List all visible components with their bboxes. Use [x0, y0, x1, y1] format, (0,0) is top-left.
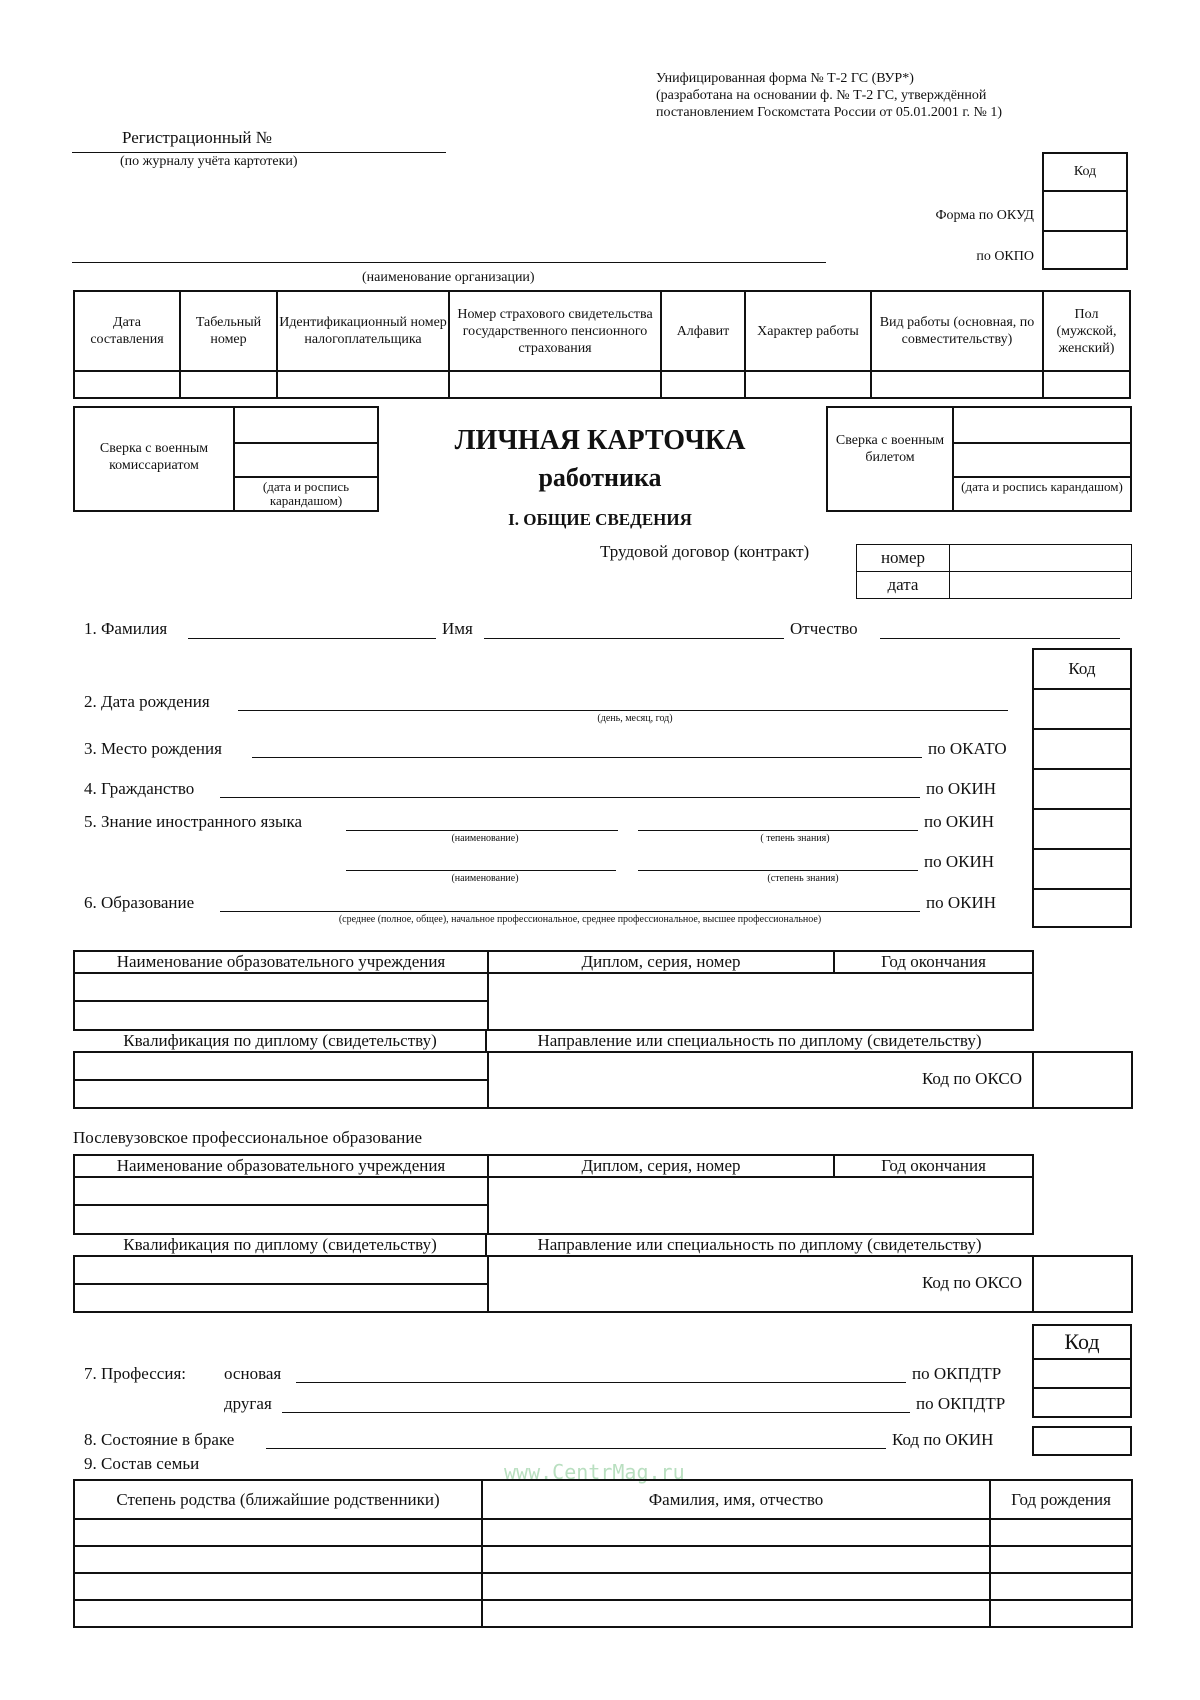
- family-relation-cell[interactable]: [74, 1573, 482, 1600]
- form-header-line1: Унифицированная форма № Т-2 ГС (ВУР*): [656, 71, 914, 86]
- contract-number-label: номер: [857, 545, 950, 572]
- education-hint: (среднее (полное, общее), начальное профессиональное, среднее профессиональное, высшее профессиональное): [338, 914, 822, 925]
- family-relation-cell[interactable]: [74, 1546, 482, 1573]
- col-gender: Пол (мужской, женский): [1043, 291, 1130, 371]
- pg-speciality-header: Направление или специальность по диплому (свидетельству): [537, 1235, 982, 1254]
- patronymic-label: Отчество: [790, 619, 858, 638]
- citizenship-field[interactable]: [220, 797, 920, 798]
- military-commissariat-box: [73, 406, 379, 512]
- pg-diploma-header: Диплом, серия, номер: [581, 1156, 741, 1175]
- okpo-label: по ОКПО: [976, 249, 1034, 264]
- birth-place-label: 3. Место рождения: [84, 739, 222, 758]
- family-fio-header: Фамилия, имя, отчество: [482, 1480, 990, 1519]
- family-row: [74, 1519, 1132, 1546]
- personal-kod-header: Код: [1034, 650, 1130, 690]
- edu-qualification-field-1[interactable]: [75, 1053, 487, 1079]
- snils-field[interactable]: [449, 371, 661, 398]
- education-label: 6. Образование: [84, 893, 195, 912]
- citizenship-label: 4. Гражданство: [84, 779, 195, 798]
- language2-code[interactable]: [1034, 850, 1130, 890]
- family-relation-header: Степень родства (ближайшие родственники): [74, 1480, 482, 1519]
- commissariat-field-2[interactable]: [235, 444, 377, 476]
- edu-qualification-header: Квалификация по диплому (свидетельству): [123, 1031, 437, 1050]
- language2-name-hint: (наименование): [451, 873, 519, 884]
- name-field[interactable]: [484, 638, 784, 639]
- gender-field[interactable]: [1043, 371, 1130, 398]
- main-info-table: [73, 290, 1131, 399]
- alphabet-field[interactable]: [661, 371, 745, 398]
- military-ticket-box: [826, 406, 1132, 512]
- education-table: [73, 950, 1133, 1112]
- col-work-type: Вид работы (основная, по совместительству): [871, 291, 1043, 371]
- edu-qualification-field-2[interactable]: [75, 1081, 487, 1107]
- family-label: 9. Состав семьи: [84, 1454, 200, 1473]
- form-header-line2: (разработана на основании ф. № Т-2 ГС, утверждённой: [656, 88, 987, 103]
- language1-okin-label: по ОКИН: [924, 812, 995, 831]
- watermark: www.CentrMag.ru: [504, 1460, 685, 1484]
- citizenship-code[interactable]: [1034, 770, 1130, 810]
- top-kod-header: Код: [1044, 154, 1126, 192]
- card-title: ЛИЧНАЯ КАРТОЧКА: [454, 425, 746, 456]
- surname-field[interactable]: [188, 638, 436, 639]
- col-work-nature: Характер работы: [745, 291, 871, 371]
- edu-institution-header: Наименование образовательного учреждения: [116, 952, 446, 971]
- postgrad-top-block: [73, 1154, 1034, 1235]
- col-snils: Номер страхового свидетельства государственного пенсионного страхования: [449, 291, 661, 371]
- military-ticket-label: Сверка с военным билетом: [835, 433, 945, 465]
- citizenship-okin-label: по ОКИН: [926, 779, 997, 798]
- birth-date-field[interactable]: [238, 710, 1008, 711]
- pg-diploma-field[interactable]: [489, 1178, 1032, 1233]
- profession-main-field[interactable]: [296, 1382, 906, 1383]
- edu-speciality-header: Направление или специальность по диплому (свидетельству): [537, 1031, 982, 1050]
- contract-date-label: дата: [857, 572, 950, 599]
- postgrad-label: Послевузовское профессиональное образование: [73, 1128, 423, 1147]
- commissariat-field-1[interactable]: [235, 408, 377, 442]
- education-okin-label: по ОКИН: [926, 893, 997, 912]
- marital-okin-label: Код по ОКИН: [892, 1430, 994, 1449]
- family-row: [74, 1546, 1132, 1573]
- divider: [833, 1156, 835, 1178]
- education-bottom-block: [73, 1051, 1133, 1109]
- personal-codes-box: [1032, 648, 1132, 928]
- education-code[interactable]: [1034, 890, 1130, 928]
- ticket-hint: (дата и роспись карандашом): [961, 479, 1123, 494]
- contract-table: [856, 544, 1132, 599]
- profession-main-okpdtr: по ОКПДТР: [912, 1364, 1002, 1383]
- edu-year-header: Год окончания: [881, 952, 986, 971]
- divider: [954, 476, 1130, 478]
- profession-main-code[interactable]: [1034, 1360, 1130, 1389]
- birth-date-code[interactable]: [1034, 690, 1130, 730]
- okato-label: по ОКАТО: [928, 739, 1007, 758]
- col-inn: Идентификационный номер налогоплательщика: [277, 291, 449, 371]
- divider: [833, 952, 835, 974]
- okpo-field[interactable]: [1044, 232, 1126, 270]
- family-relation-cell[interactable]: [74, 1600, 482, 1627]
- edu-okso-field[interactable]: [1034, 1053, 1131, 1107]
- col-tab-number: Табельный номер: [180, 291, 277, 371]
- family-year-cell[interactable]: [990, 1600, 1132, 1627]
- edu-okso-label: Код по ОКСО: [921, 1069, 1022, 1088]
- profession-kod-header: Код: [1034, 1326, 1130, 1360]
- education-field[interactable]: [220, 911, 920, 912]
- divider: [235, 476, 377, 478]
- edu-diploma-header: Диплом, серия, номер: [581, 952, 741, 971]
- pg-okso-label: Код по ОКСО: [921, 1273, 1022, 1292]
- date-field[interactable]: [74, 371, 180, 398]
- col-date: Дата составления: [74, 291, 180, 371]
- profession-codes-box: [1032, 1324, 1132, 1418]
- marital-field[interactable]: [266, 1448, 886, 1449]
- contract-label: Трудовой договор (контракт): [600, 542, 810, 561]
- work-nature-field[interactable]: [745, 371, 871, 398]
- pg-qualification-header: Квалификация по диплому (свидетельству): [123, 1235, 437, 1254]
- family-year-cell[interactable]: [990, 1546, 1132, 1573]
- registration-hint: (по журналу учёта картотеки): [120, 154, 298, 169]
- ticket-field-1[interactable]: [954, 408, 1130, 442]
- okato-code[interactable]: [1034, 730, 1130, 770]
- language2-level-field[interactable]: [638, 870, 918, 871]
- family-header-row: [74, 1480, 1132, 1519]
- language1-code[interactable]: [1034, 810, 1130, 850]
- pg-institution-header: Наименование образовательного учреждения: [116, 1156, 446, 1175]
- family-fio-cell[interactable]: [482, 1573, 990, 1600]
- contract-date-field[interactable]: [950, 572, 1132, 599]
- education-top-block: [73, 950, 1034, 1031]
- okud-field[interactable]: [1044, 192, 1126, 232]
- marital-label: 8. Состояние в браке: [84, 1430, 235, 1449]
- marital-code-field[interactable]: [1032, 1426, 1132, 1456]
- profession-main-label: основая: [224, 1364, 282, 1383]
- organization-hint: (наименование организации): [362, 270, 535, 285]
- profession-other-field[interactable]: [282, 1412, 910, 1413]
- postgrad-table: [73, 1154, 1133, 1316]
- language2-okin-label: по ОКИН: [924, 852, 995, 871]
- family-fio-cell[interactable]: [482, 1519, 990, 1546]
- registration-label: Регистрационный №: [122, 128, 272, 147]
- language2-name-field[interactable]: [346, 870, 616, 871]
- family-row: [74, 1600, 1132, 1627]
- pg-okso-field[interactable]: [1034, 1257, 1131, 1311]
- edu-institution-field-1[interactable]: [75, 974, 487, 1000]
- pg-qualification-field-1[interactable]: [75, 1257, 487, 1283]
- col-alphabet: Алфавит: [661, 291, 745, 371]
- language2-level-hint: (степень знания): [767, 873, 839, 884]
- family-fio-cell[interactable]: [482, 1546, 990, 1573]
- family-table: [73, 1479, 1133, 1628]
- card-subtitle: работника: [538, 463, 662, 492]
- name-label: Имя: [442, 619, 473, 638]
- okud-label: Форма по ОКУД: [935, 208, 1034, 223]
- divider: [485, 1029, 487, 1053]
- birth-date-label: 2. Дата рождения: [84, 692, 210, 711]
- language-label: 5. Знание иностранного языка: [84, 812, 302, 831]
- family-year-header: Год рождения: [990, 1480, 1132, 1519]
- inn-field[interactable]: [277, 371, 449, 398]
- patronymic-field[interactable]: [880, 638, 1120, 639]
- top-codes-box: [1042, 152, 1128, 270]
- organization-line[interactable]: [72, 262, 826, 263]
- birth-date-hint: (день, месяц, год): [597, 713, 673, 724]
- ticket-field-2[interactable]: [954, 444, 1130, 476]
- profession-label: 7. Профессия:: [84, 1364, 186, 1383]
- language1-level-hint: ( тепень знания): [760, 833, 830, 844]
- section-title: I. ОБЩИЕ СВЕДЕНИЯ: [508, 510, 692, 529]
- surname-label: 1. Фамилия: [84, 619, 168, 638]
- contract-number-field[interactable]: [950, 545, 1132, 572]
- profession-other-label: другая: [224, 1394, 272, 1413]
- pg-qualification-field-2[interactable]: [75, 1285, 487, 1311]
- edu-institution-field-2[interactable]: [75, 1002, 487, 1029]
- postgrad-bottom-block: [73, 1255, 1133, 1313]
- form-header-line3: постановлением Госкомстата России от 05.01.2001 г. № 1): [656, 105, 1003, 120]
- commissariat-hint: (дата и роспись карандашом): [262, 479, 350, 508]
- family-year-cell[interactable]: [990, 1573, 1132, 1600]
- military-commissariat-label: Сверка с военным комиссариатом: [99, 441, 209, 473]
- pg-institution-field-2[interactable]: [75, 1206, 487, 1233]
- profession-other-code[interactable]: [1034, 1389, 1130, 1416]
- pg-institution-field-1[interactable]: [75, 1178, 487, 1204]
- family-row: [74, 1573, 1132, 1600]
- language1-level-field[interactable]: [638, 830, 918, 831]
- family-year-cell[interactable]: [990, 1519, 1132, 1546]
- birth-place-field[interactable]: [252, 757, 922, 758]
- language1-name-field[interactable]: [346, 830, 618, 831]
- divider: [485, 1233, 487, 1257]
- language1-name-hint: (наименование): [451, 833, 519, 844]
- profession-other-okpdtr: по ОКПДТР: [916, 1394, 1006, 1413]
- edu-diploma-field[interactable]: [489, 974, 1032, 1029]
- pg-year-header: Год окончания: [881, 1156, 986, 1175]
- family-relation-cell[interactable]: [74, 1519, 482, 1546]
- main-info-value-row: [74, 371, 1130, 398]
- family-fio-cell[interactable]: [482, 1600, 990, 1627]
- work-type-field[interactable]: [871, 371, 1043, 398]
- form-header: [656, 70, 1136, 121]
- main-info-header-row: [74, 291, 1130, 371]
- tab-number-field[interactable]: [180, 371, 277, 398]
